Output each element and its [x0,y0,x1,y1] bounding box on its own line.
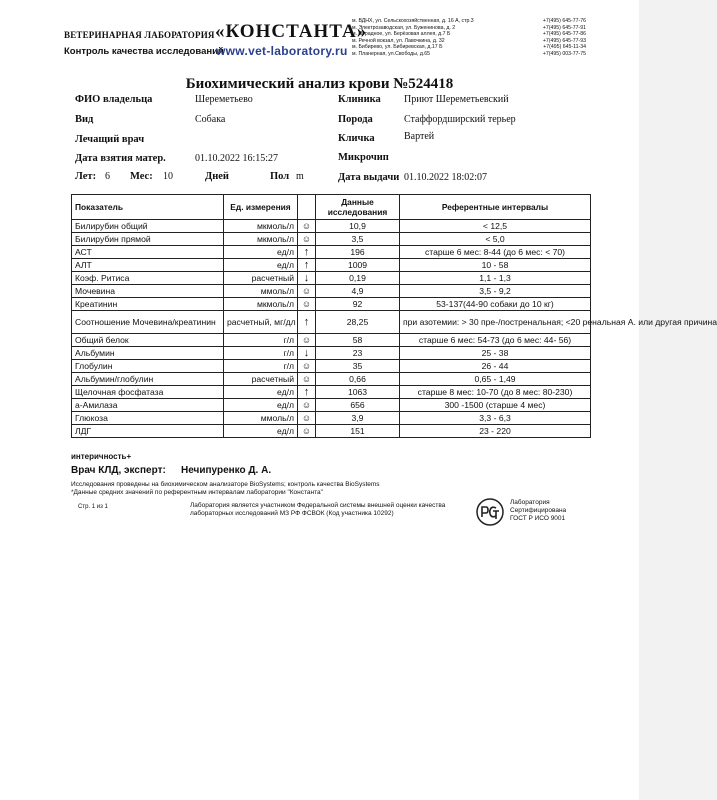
row-parameter: Билирубин общий [72,220,224,233]
row-parameter: Альбумин [72,347,224,360]
doctor-title: Врач КЛД, эксперт: [71,465,166,476]
flag-cell [298,285,316,298]
lab-subtitle: Контроль качества исследований [64,46,224,57]
flag-cell [298,298,316,311]
nickname-value: Вартей [404,131,435,142]
smiley-icon: ☺ [301,334,312,345]
branch-phones [526,18,586,58]
branch-address: м. ВДНХ, ул. Сельскохозяйственная, д. 16 А, стр.3 [352,18,474,24]
row-reference: при азотемии: > 30 пре-/постренальная; <20 ренальная А. или другая причина [400,311,591,334]
row-value: 10,9 [316,220,400,233]
row-parameter: Соотношение Мочевина/креатинин [72,311,224,334]
row-value: 656 [316,399,400,412]
days-label: Дней [205,171,229,182]
document-title: Биохимический анализ крови №524418 [185,76,454,92]
row-reference: 0,65 - 1,49 [400,373,591,386]
flag-cell [298,233,316,246]
table-header-row [72,195,591,220]
branch-addresses [352,18,512,58]
clinic-value: Приют Шереметьевский [404,94,509,105]
table-row [72,334,591,347]
arrow-up-icon: ↑ [303,315,310,328]
row-reference: 23 - 220 [400,425,591,438]
row-parameter: Креатинин [72,298,224,311]
sex-label: Пол [270,171,290,182]
flag-cell [298,272,316,285]
row-parameter: Мочевина [72,285,224,298]
flag-cell [298,259,316,272]
table-row [72,272,591,285]
col-header-reference: Референтные интервалы [400,195,591,220]
row-unit: ед/л [224,425,298,438]
row-value: 92 [316,298,400,311]
branch-phone: +7(495) 003-77-75 [542,50,586,57]
col-header-unit: Ед. измерения [224,195,298,220]
row-unit: г/л [224,347,298,360]
row-unit: расчетный, мг/дл [224,311,298,334]
doctor-label: Лечащий врач [75,134,145,145]
row-value: 1009 [316,259,400,272]
arrow-down-icon: ↓ [303,271,310,284]
flag-cell [298,412,316,425]
row-unit: мкмоль/л [224,298,298,311]
table-row [72,259,591,272]
branch-address: м. Электрозаводская, ул. Бужениновa, д. 2 [352,24,456,31]
table-row [72,373,591,386]
row-reference: старше 8 мес: 10-70 (до 8 мес: 80-230) [400,386,591,399]
smiley-icon: ☺ [301,285,312,296]
row-reference: 3,3 - 6,3 [400,412,591,425]
results-table [71,194,717,438]
row-unit: мкмоль/л [224,220,298,233]
reference-note: *Данные средних значений по референтным интервалам лаборатории "Константа" [71,489,323,496]
owner-value: Шереметьево [195,94,253,105]
flag-cell [298,334,316,347]
nickname-label: Кличка [338,133,375,144]
certification-text [510,499,566,523]
fsvok-note: Лаборатория является участником Федеральной системы внешней оценки качества лабораторных исследований МЗ РФ ФСВОК (Код участника 10292) [190,502,446,517]
row-reference: < 5,0 [400,233,591,246]
arrow-up-icon: ↑ [303,258,310,271]
smiley-icon: ☺ [301,373,312,384]
row-value: 0,66 [316,373,400,386]
row-unit: ед/л [224,399,298,412]
row-parameter: Альбумин/глобулин [72,373,224,386]
row-unit: расчетный [224,373,298,386]
rst-seal-icon [475,497,505,527]
branch-phone: +7(495) 645-77-91 [542,24,586,31]
branch-address: м. Бибирево, ул. Бибиревская, д.17 Б [352,44,443,51]
table-row [72,298,591,311]
interpretation-note: интеричность+ [71,452,132,461]
months-label: Мес: [130,171,153,182]
table-row [72,399,591,412]
col-header-flag [298,195,316,220]
row-parameter: Билирубин прямой [72,233,224,246]
cert-line: Сертифицирована [510,507,567,514]
smiley-icon: ☺ [301,220,312,231]
results-body [72,220,717,438]
row-parameter: ЛДГ [72,425,224,438]
sex-value: m [296,171,304,182]
table-row [72,425,591,438]
flag-cell [298,386,316,399]
smiley-icon: ☺ [301,399,312,410]
species-label: Вид [75,114,94,125]
table-row [72,412,591,425]
microchip-label: Микрочип [338,152,389,163]
arrow-up-icon: ↑ [303,385,310,398]
row-reference: 1,1 - 1,3 [400,272,591,285]
flag-cell [298,373,316,386]
row-parameter: Общий белок [72,334,224,347]
lab-label: ВЕТЕРИНАРНАЯ ЛАБОРАТОРИЯ [64,30,215,40]
row-value: 28,25 [316,311,400,334]
row-reference: старше 6 мес: 8-44 (до 6 мес: < 70) [400,246,591,259]
row-parameter: АСТ [72,246,224,259]
analyzer-note: Исследования проведены на биохимическом анализаторе BioSystems; контроль качества BioSystems [71,481,380,488]
row-unit: ед/л [224,246,298,259]
row-parameter: Коэф. Ритиса [72,272,224,285]
lab-website: www.vet-laboratory.ru [216,44,348,58]
row-parameter: Щелочная фосфатаза [72,386,224,399]
table-row [72,285,591,298]
smiley-icon: ☺ [301,298,312,309]
row-unit: ед/л [224,259,298,272]
row-reference: старше 6 мес: 54-73 (до 6 мес: 44- 56) [400,334,591,347]
row-value: 3,9 [316,412,400,425]
branch-address: м. Отрадное, ул. Берёзовая аллея, д.7 Б [352,31,451,38]
table-row [72,311,591,334]
doctor-name: Нечипуренко Д. А. [181,465,272,476]
row-reference: 3,5 - 9,2 [400,285,591,298]
branch-phone: +7(495) 645-77-76 [542,18,586,24]
flag-cell [298,425,316,438]
branch-phone: +7(495) 645-77-86 [542,31,586,38]
table-row [72,233,591,246]
row-unit: г/л [224,360,298,373]
sample-date-value: 01.10.2022 16:15:27 [195,153,279,164]
page-number: Стр. 1 из 1 [78,504,108,510]
months-value: 10 [163,171,173,182]
branch-phone: +7(495) 645-77-93 [542,37,586,44]
col-header-value: Данные исследования [316,195,400,220]
breed-value: Стаффордширский терьер [404,114,516,125]
issue-date-value: 01.10.2022 18:02:07 [404,172,488,183]
row-value: 1063 [316,386,400,399]
table-row [72,347,591,360]
table-row [72,246,591,259]
row-reference: 25 - 38 [400,347,591,360]
row-unit: ед/л [224,386,298,399]
cert-line: ГОСТ Р ИСО 9001 [510,515,566,522]
row-value: 4,9 [316,285,400,298]
row-value: 35 [316,360,400,373]
branch-address: м. Речной вокзал, ул. Лавочкина, д. 32 [352,37,445,44]
smiley-icon: ☺ [301,233,312,244]
table-row [72,220,591,233]
smiley-icon: ☺ [301,412,312,423]
row-unit: ммоль/л [224,285,298,298]
row-reference: 53-137(44-90 собаки до 10 кг) [400,298,591,311]
row-unit: мкмоль/л [224,233,298,246]
branch-address: м. Планерная, ул.Свободы, д.65 [352,50,431,57]
row-reference: < 12,5 [400,220,591,233]
row-value: 151 [316,425,400,438]
certification-logo [475,497,505,527]
arrow-down-icon: ↓ [303,346,310,359]
row-unit: г/л [224,334,298,347]
lab-brand: «КОНСТАНТА» [215,21,368,42]
smiley-icon: ☺ [301,360,312,371]
flag-cell [298,311,316,334]
row-parameter: АЛТ [72,259,224,272]
cert-line: Лаборатория [510,499,550,506]
row-value: 196 [316,246,400,259]
row-value: 0,19 [316,272,400,285]
row-reference: 26 - 44 [400,360,591,373]
row-parameter: Глобулин [72,360,224,373]
branch-phone: +7(495) 645-11-34 [543,44,586,51]
clinic-label: Клиника [338,94,381,105]
sample-date-label: Дата взятия матер. [75,153,166,164]
breed-label: Порода [338,114,373,125]
table-row [72,360,591,373]
flag-cell [298,360,316,373]
years-label: Лет: [75,171,97,182]
row-reference: 10 - 58 [400,259,591,272]
col-header-parameter: Показатель [72,195,224,220]
row-value: 58 [316,334,400,347]
row-value: 23 [316,347,400,360]
row-unit: ммоль/л [224,412,298,425]
row-parameter: а-Амилаза [72,399,224,412]
species-value: Собака [195,114,226,125]
table-row [72,386,591,399]
row-reference: 300 -1500 (старше 4 мес) [400,399,591,412]
flag-cell [298,246,316,259]
flag-cell [298,399,316,412]
owner-label: ФИО владельца [75,94,153,105]
flag-cell [298,347,316,360]
row-unit: расчетный [224,272,298,285]
row-parameter: Глюкоза [72,412,224,425]
issue-date-label: Дата выдачи [338,172,400,183]
row-value: 3,5 [316,233,400,246]
arrow-up-icon: ↑ [303,245,310,258]
years-value: 6 [105,171,110,182]
smiley-icon: ☺ [301,425,312,436]
flag-cell [298,220,316,233]
